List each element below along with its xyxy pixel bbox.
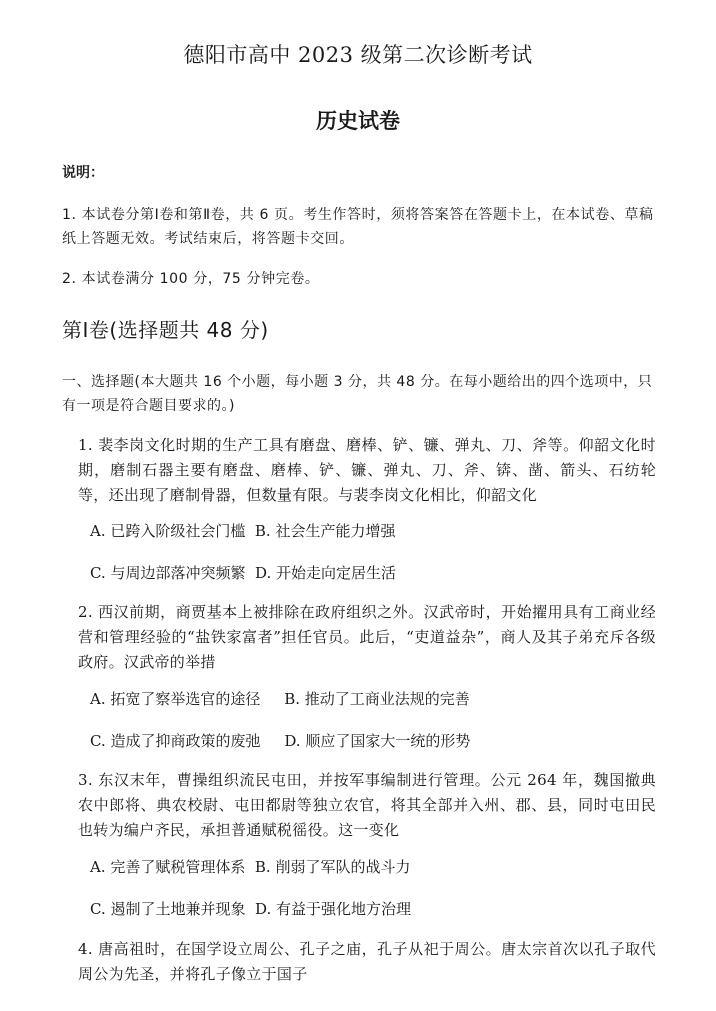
question-3-options-cd: C. 遏制了土地兼并现象 D. 有益于强化地方治理 xyxy=(90,900,412,918)
question-1-stem: 1. 裴李岗文化时期的生产工具有磨盘、磨棒、铲、镰、弹丸、刀、斧等。仰韶文化时期，磨制石器主要有磨盘、磨棒、铲、镰、弹丸、刀、斧、锛、凿、箭头、石纺轮等，还出现了磨制骨器，但数量有限。与裴李岗文化相比，仰韶文化 xyxy=(78,436,656,504)
question-1-options-cd: C. 与周边部落冲突频繁 D. 开始走向定居生活 xyxy=(90,564,397,582)
question-1-options-ab: A. 已跨入阶级社会门槛 B. 社会生产能力增强 xyxy=(90,522,396,540)
question-3-options-ab: A. 完善了赋税管理体系 B. 削弱了军队的战斗力 xyxy=(90,858,411,876)
question-4-stem: 4. 唐高祖时，在国学设立周公、孔子之庙，孔子从祀于周公。唐太宗首次以孔子取代周公为先圣，并将孔子像立于国子 xyxy=(78,940,656,983)
question-2-stem: 2. 西汉前期，商贾基本上被排除在政府组织之外。汉武帝时，开始擢用具有工商业经营和管理经验的“盐铁家富者”担任官员。此后，“吏道益杂”，商人及其子弟充斥各级政府。汉武帝的举措 xyxy=(78,603,656,671)
notes-heading: 说明： xyxy=(62,165,104,181)
note-item-2: 2. 本试卷满分 100 分，75 分钟完卷。 xyxy=(62,271,320,287)
question-2-options-ab: A. 拓宽了察举选官的途径 B. 推动了工商业法规的完善 xyxy=(90,690,470,708)
question-3-stem: 3. 东汉末年，曹操组织流民屯田，并按军事编制进行管理。公元 264 年，魏国撤典农中郎将、典农校尉、屯田都尉等独立农官，将其全部并入州、郡、县，同时屯田民也转为编户齐民，承担普通赋税徭役。这一变化 xyxy=(78,771,656,839)
section-instruction: 一、选择题(本大题共 16 个小题，每小题 3 分，共 48 分。在每小题给出的四个选项中，只有一项是符合题目要求的。) xyxy=(62,374,653,414)
question-2-options-cd: C. 造成了抑商政策的废弛 D. 顺应了国家大一统的形势 xyxy=(90,732,471,750)
note-item-1: 1. 本试卷分第Ⅰ卷和第Ⅱ卷，共 6 页。考生作答时，须将答案答在答题卡上，在本试卷、草稿纸上答题无效。考试结束后，将答题卡交回。 xyxy=(62,207,654,247)
subject-title: 历史试卷 xyxy=(316,109,400,133)
exam-title: 德阳市高中 2023 级第二次诊断考试 xyxy=(183,43,533,67)
section-title: 第Ⅰ卷(选择题共 48 分) xyxy=(62,318,269,342)
